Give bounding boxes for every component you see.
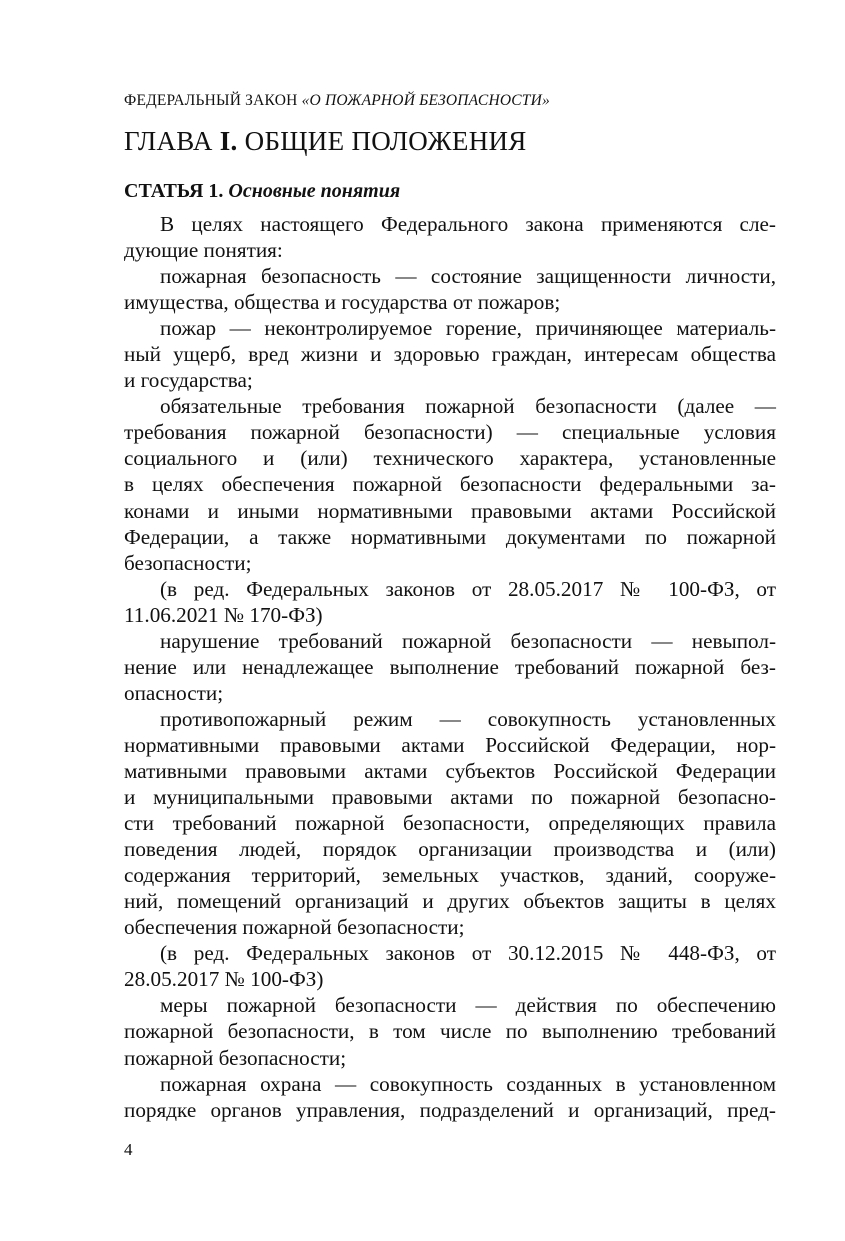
text-line: противопожарный режим — совокупность установленных (160, 706, 776, 731)
text-line: Федерации, а также нормативными документами по пожарной (124, 524, 776, 549)
text-line: в целях обеспечения пожарной безопасности федеральными за- (124, 472, 776, 497)
text-line: сти требований пожарной безопасности, определяющих правила (124, 811, 776, 836)
text-line: мативными правовыми актами субъектов Российской Федерации (124, 758, 776, 783)
text-line: содержания территорий, земельных участков, зданий, сооруже- (124, 863, 776, 888)
article-label: СТАТЬЯ 1. (124, 180, 224, 202)
page-number: 4 (124, 1140, 133, 1159)
text-line: нарушение требований пожарной безопасности — невыпол- (160, 628, 776, 653)
chapter-heading (124, 126, 776, 157)
text-line: и государства; (124, 368, 253, 393)
text-line: 28.05.2017 № 100-ФЗ) (124, 967, 324, 992)
text-line: обеспечения пожарной безопасности; (124, 915, 465, 940)
text-line: пожарная безопасность — состояние защищенности личности, (160, 264, 776, 289)
running-head-prefix: ФЕДЕРАЛЬНЫЙ ЗАКОН (124, 92, 302, 109)
article-body (124, 211, 776, 1123)
text-line: безопасности; (124, 550, 252, 575)
text-line: нение или ненадлежащее выполнение требований пожарной без- (124, 654, 776, 679)
text-line: и муниципальными правовыми актами по пожарной безопасно- (124, 785, 776, 810)
text-line: обязательные требования пожарной безопасности (далее — (160, 394, 776, 419)
text-line: требования пожарной безопасности) — специальные условия (124, 420, 776, 445)
text-line: пожарной безопасности, в том числе по выполнению требований (124, 1019, 776, 1044)
text-line: меры пожарной безопасности — действия по обеспечению (160, 993, 776, 1018)
text-line: ний, помещений организаций и других объектов защиты в целях (124, 889, 776, 914)
text-line: В целях настоящего Федерального закона применяются сле- (160, 212, 776, 236)
chapter-prefix: ГЛАВА (124, 126, 220, 156)
article-heading (124, 180, 776, 203)
text-line: порядке органов управления, подразделений и организаций, пред- (124, 1097, 776, 1122)
text-line: ный ущерб, вред жизни и здоровью граждан, интересам общества (124, 342, 776, 367)
running-head-title: «О ПОЖАРНОЙ БЕЗОПАСНОСТИ» (301, 92, 550, 109)
chapter-title: ОБЩИЕ ПОЛОЖЕНИЯ (237, 126, 527, 156)
text-line: конами и иными нормативными правовыми актами Российской (124, 498, 776, 523)
text-line: (в ред. Федеральных законов от 30.12.2015 № 448-ФЗ, от (160, 941, 776, 966)
text-line: пожарная охрана — совокупность созданных в установленном (160, 1071, 776, 1096)
text-line: дующие понятия: (124, 238, 283, 263)
text-line: (в ред. Федеральных законов от 28.05.2017 № 100-ФЗ, от (160, 576, 776, 601)
text-line: социального и (или) технического характера, установленные (124, 446, 776, 471)
text-line: 11.06.2021 № 170-ФЗ) (124, 602, 323, 627)
chapter-number: I. (219, 126, 238, 156)
text-line: пожар — неконтролируемое горение, причиняющее материаль- (160, 316, 776, 341)
text-line: нормативными правовыми актами Российской Федерации, нор- (124, 732, 776, 757)
text-line: опасности; (124, 680, 224, 705)
text-line: поведения людей, порядок организации производства и (или) (124, 837, 776, 862)
text-line: пожарной безопасности; (124, 1045, 347, 1070)
article-title: Основные понятия (223, 180, 401, 202)
text-line: имущества, общества и государства от пожаров; (124, 290, 561, 315)
running-head (124, 92, 776, 110)
